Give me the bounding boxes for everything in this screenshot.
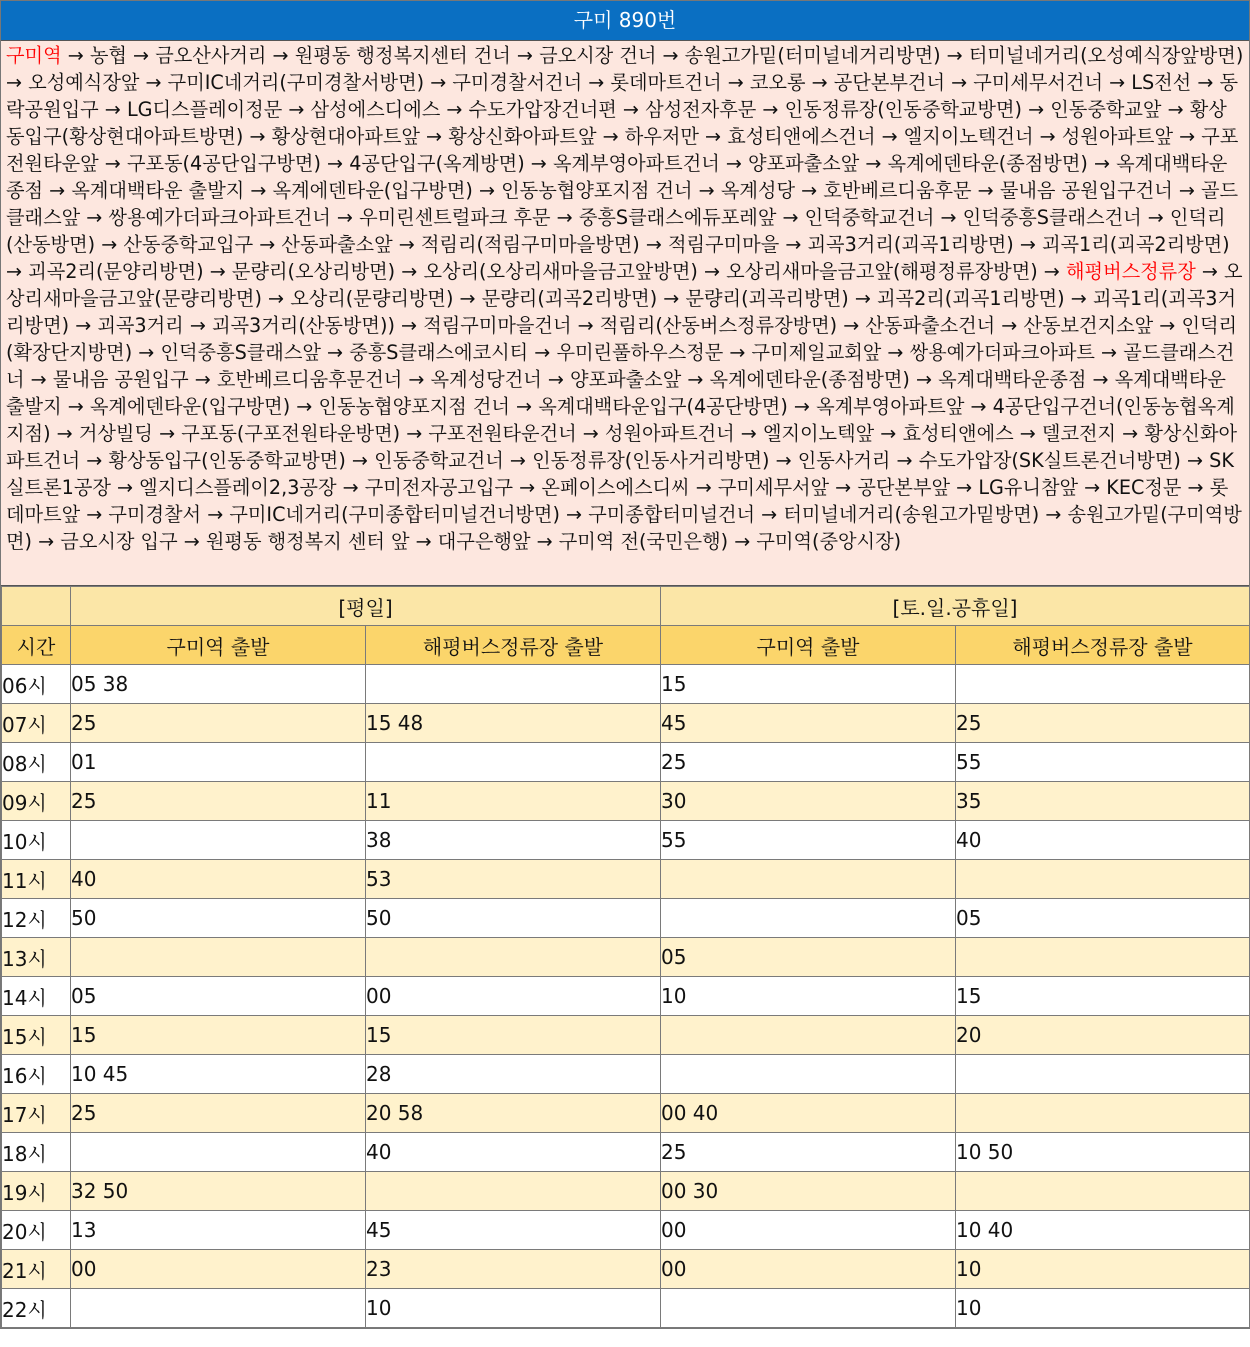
hour-cell: 10시 bbox=[2, 821, 71, 860]
table-row bbox=[2, 1211, 1250, 1250]
table-row bbox=[2, 782, 1250, 821]
route-stops-return: → 오상리새마을금고앞(문량리방면) → 오상리(문량리방면) → 문량리(괴곡2리방면) → 문량리(괴곡리방면) → 괴곡2리(괴곡1리방면) → 괴곡1리(괴곡3거리방면) → 괴곡3거리 → 괴곡3거리(산동방면)) → 적림구미마을건너 → 적림리(산동버스정류장방면) → 산동파출소건너 → 산동보건지소앞 → 인덕리(확장단지방면) → 인덕중흥S클래스앞 → 중흥S클래스에코시티 → 우미린풀하우스정문 → 구미제일교회앞 → 쌍용예가더파크아파트 → 골드클래스건너 → 물내음 공원입구 → 호반베르디움후문건너 → 옥계성당건너 → 양포파출소앞 → 옥계에덴타운(종점방면) → 옥계대백타운종점 → 옥계대백타운 출발지 → 옥계에덴타운(입구방면) → 인동농협양포지점 건너 → 옥계대백타운입구(4공단방면) → 옥계부영아파트앞 → 4공단입구건너(인동농협옥계지점) → 거상빌딩 → 구포동(구포전원타운방면) → 구포전원타운건너 → 성원아파트건너 → 엘지이노텍앞 → 효성티앤에스 → 델코전지 → 황상신화아파트건너 → 황상동입구(인동중학교방면) → 인동중학교건너 → 인동정류장(인동사거리방면) → 인동사거리 → 수도가압장(SK실트론건너방면) → SK실트론1공장 → 엘지디스플레이2,3공장 → 구미전자공고입구 → 온페이스에스디씨 → 구미세무서앞 → 공단본부앞 → LG유니참앞 → KEC정문 → 롯데마트앞 → 구미경찰서 → 구미IC네거리(구미종합터미널건너방면) → 구미종합터미널건너 → 터미널네거리(송원고가밑방면) → 송원고가밑(구미역방면) → 금오시장 입구 → 원평동 행정복지 센터 앞 → 대구은행앞 → 구미역 전(국민은행) → 구미역(중앙시장) bbox=[6, 260, 1243, 553]
weekday-haepyeong-cell: 00 bbox=[366, 977, 661, 1016]
weekend-haepyeong-cell bbox=[956, 1172, 1250, 1211]
weekend-gumi-cell: 30 bbox=[661, 782, 956, 821]
weekend-gumi-cell bbox=[661, 899, 956, 938]
hour-cell: 16시 bbox=[2, 1055, 71, 1094]
weekday-gumi-cell: 05 38 bbox=[71, 665, 366, 704]
weekend-gumi-cell bbox=[661, 860, 956, 899]
weekend-gumi-cell: 25 bbox=[661, 743, 956, 782]
weekday-haepyeong-cell bbox=[366, 1172, 661, 1211]
table-row bbox=[2, 899, 1250, 938]
weekday-gumi-cell: 15 bbox=[71, 1016, 366, 1055]
weekday-gumi-cell bbox=[71, 938, 366, 977]
weekday-haepyeong-cell bbox=[366, 938, 661, 977]
table-row bbox=[2, 1289, 1250, 1328]
weekend-gumi-cell: 00 40 bbox=[661, 1094, 956, 1133]
weekend-gumi-cell: 00 bbox=[661, 1211, 956, 1250]
weekday-haepyeong-cell: 28 bbox=[366, 1055, 661, 1094]
hour-cell: 14시 bbox=[2, 977, 71, 1016]
weekend-gumi-cell bbox=[661, 1016, 956, 1055]
weekend-gumi-cell: 25 bbox=[661, 1133, 956, 1172]
hour-cell: 11시 bbox=[2, 860, 71, 899]
weekend-haepyeong-cell: 10 bbox=[956, 1289, 1250, 1328]
weekday-haepyeong-cell: 38 bbox=[366, 821, 661, 860]
table-row bbox=[2, 1094, 1250, 1133]
weekday-gumi-cell: 25 bbox=[71, 782, 366, 821]
table-row bbox=[2, 977, 1250, 1016]
table-row bbox=[2, 1016, 1250, 1055]
hour-cell: 12시 bbox=[2, 899, 71, 938]
weekday-gumi-cell bbox=[71, 821, 366, 860]
route-title: 구미 890번 bbox=[1, 1, 1249, 41]
hour-cell: 21시 bbox=[2, 1250, 71, 1289]
weekend-gumi-cell bbox=[661, 1289, 956, 1328]
route-start-stop: 구미역 bbox=[6, 44, 62, 67]
weekend-haepyeong-cell bbox=[956, 1055, 1250, 1094]
table-row bbox=[2, 1250, 1250, 1289]
table-row bbox=[2, 860, 1250, 899]
table-row bbox=[2, 665, 1250, 704]
weekday-haepyeong-cell: 11 bbox=[366, 782, 661, 821]
weekend-gumi-cell: 05 bbox=[661, 938, 956, 977]
weekday-gumi-cell: 10 45 bbox=[71, 1055, 366, 1094]
weekend-haepyeong-cell: 35 bbox=[956, 782, 1250, 821]
hour-cell: 06시 bbox=[2, 665, 71, 704]
weekend-gumi-cell: 55 bbox=[661, 821, 956, 860]
table-row bbox=[2, 1133, 1250, 1172]
weekday-gumi-cell: 05 bbox=[71, 977, 366, 1016]
weekend-haepyeong-cell bbox=[956, 1094, 1250, 1133]
weekday-haepyeong-cell: 40 bbox=[366, 1133, 661, 1172]
timetable-body bbox=[2, 665, 1250, 1328]
hour-cell: 20시 bbox=[2, 1211, 71, 1250]
header-weekend: [토.일.공휴일] bbox=[661, 587, 1250, 626]
weekend-haepyeong-cell: 15 bbox=[956, 977, 1250, 1016]
weekend-haepyeong-cell bbox=[956, 860, 1250, 899]
weekend-haepyeong-cell: 55 bbox=[956, 743, 1250, 782]
hour-cell: 13시 bbox=[2, 938, 71, 977]
weekend-haepyeong-cell bbox=[956, 938, 1250, 977]
table-row bbox=[2, 1172, 1250, 1211]
header-weekend-haepyeong: 해평버스정류장 출발 bbox=[956, 626, 1250, 665]
weekday-haepyeong-cell: 50 bbox=[366, 899, 661, 938]
hour-cell: 17시 bbox=[2, 1094, 71, 1133]
weekday-haepyeong-cell: 45 bbox=[366, 1211, 661, 1250]
hour-cell: 19시 bbox=[2, 1172, 71, 1211]
weekday-gumi-cell: 32 50 bbox=[71, 1172, 366, 1211]
hour-cell: 18시 bbox=[2, 1133, 71, 1172]
weekday-gumi-cell: 25 bbox=[71, 1094, 366, 1133]
weekend-haepyeong-cell: 10 50 bbox=[956, 1133, 1250, 1172]
weekday-haepyeong-cell: 10 bbox=[366, 1289, 661, 1328]
weekday-haepyeong-cell: 20 58 bbox=[366, 1094, 661, 1133]
table-row bbox=[2, 821, 1250, 860]
header-weekday-gumi: 구미역 출발 bbox=[71, 626, 366, 665]
weekday-gumi-cell: 01 bbox=[71, 743, 366, 782]
route-stops bbox=[1, 41, 1249, 586]
weekend-haepyeong-cell: 10 bbox=[956, 1250, 1250, 1289]
weekend-gumi-cell: 45 bbox=[661, 704, 956, 743]
weekend-haepyeong-cell bbox=[956, 665, 1250, 704]
weekend-gumi-cell: 00 bbox=[661, 1250, 956, 1289]
weekday-gumi-cell: 50 bbox=[71, 899, 366, 938]
header-weekday: [평일] bbox=[71, 587, 661, 626]
table-row bbox=[2, 743, 1250, 782]
weekday-gumi-cell: 00 bbox=[71, 1250, 366, 1289]
table-row bbox=[2, 1055, 1250, 1094]
weekend-haepyeong-cell: 25 bbox=[956, 704, 1250, 743]
weekday-gumi-cell bbox=[71, 1289, 366, 1328]
weekday-gumi-cell: 13 bbox=[71, 1211, 366, 1250]
header-weekend-gumi: 구미역 출발 bbox=[661, 626, 956, 665]
hour-cell: 07시 bbox=[2, 704, 71, 743]
weekend-haepyeong-cell: 20 bbox=[956, 1016, 1250, 1055]
header-corner bbox=[2, 587, 71, 626]
weekday-haepyeong-cell: 15 48 bbox=[366, 704, 661, 743]
weekday-haepyeong-cell: 53 bbox=[366, 860, 661, 899]
weekday-gumi-cell: 40 bbox=[71, 860, 366, 899]
route-midpoint-stop: 해평버스정류장 bbox=[1066, 260, 1196, 283]
weekend-gumi-cell bbox=[661, 1055, 956, 1094]
weekday-haepyeong-cell: 23 bbox=[366, 1250, 661, 1289]
weekend-gumi-cell: 00 30 bbox=[661, 1172, 956, 1211]
hour-cell: 22시 bbox=[2, 1289, 71, 1328]
table-row bbox=[2, 704, 1250, 743]
timetable bbox=[1, 586, 1250, 1328]
hour-cell: 09시 bbox=[2, 782, 71, 821]
route-stops-outbound: → 농협 → 금오산사거리 → 원평동 행정복지센터 건너 → 금오시장 건너 → 송원고가밑(터미널네거리방면) → 터미널네거리(오성예식장앞방면) → 오성예식장앞 → 구미IC네거리(구미경찰서방면) → 구미경찰서건너 → 롯데마트건너 → 코오롱 → 공단본부건너 → 구미세무서건너 → LS전선 → 동락공원입구 → LG디스플레이정문 → 삼성에스디에스 → 수도가압장건너편 → 삼성전자후문 → 인동정류장(인동중학교방면) → 인동중학교앞 → 황상동입구(황상현대아파트방면) → 황상현대아파트앞 → 황상신화아파트앞 → 하우저만 → 효성티앤에스건너 → 엘지이노텍건너 → 성원아파트앞 → 구포전원타운앞 → 구포동(4공단입구방면) → 4공단입구(옥계방면) → 옥계부영아파트건너 → 양포파출소앞 → 옥계에덴타운(종점방면) → 옥계대백타운종점 → 옥계대백타운 출발지 → 옥계에덴타운(입구방면) → 인동농협양포지점 건너 → 옥계성당 → 호반베르디움후문 → 물내음 공원입구건너 → 골드클래스앞 → 쌍용예가더파크아파트건너 → 우미린센트럴파크 후문 → 중흥S클래스에듀포레앞 → 인덕중학교건너 → 인덕중흥S클래스건너 → 인덕리(산동방면) → 산동중학교입구 → 산동파출소앞 → 적림리(적림구미마을방면) → 적림구미마을 → 괴곡3거리(괴곡1리방면) → 괴곡1리(괴곡2리방면) → 괴곡2리(문양리방면) → 문량리(오상리방면) → 오상리(오상리새마을금고앞방면) → 오상리새마을금고앞(해평정류장방면) → bbox=[6, 44, 1244, 283]
hour-cell: 08시 bbox=[2, 743, 71, 782]
weekend-gumi-cell: 10 bbox=[661, 977, 956, 1016]
weekday-haepyeong-cell bbox=[366, 743, 661, 782]
weekday-haepyeong-cell bbox=[366, 665, 661, 704]
weekday-gumi-cell bbox=[71, 1133, 366, 1172]
weekend-haepyeong-cell: 40 bbox=[956, 821, 1250, 860]
weekend-haepyeong-cell: 10 40 bbox=[956, 1211, 1250, 1250]
header-time: 시간 bbox=[2, 626, 71, 665]
table-row bbox=[2, 938, 1250, 977]
weekend-haepyeong-cell: 05 bbox=[956, 899, 1250, 938]
header-weekday-haepyeong: 해평버스정류장 출발 bbox=[366, 626, 661, 665]
weekday-gumi-cell: 25 bbox=[71, 704, 366, 743]
weekday-haepyeong-cell: 15 bbox=[366, 1016, 661, 1055]
hour-cell: 15시 bbox=[2, 1016, 71, 1055]
weekend-gumi-cell: 15 bbox=[661, 665, 956, 704]
